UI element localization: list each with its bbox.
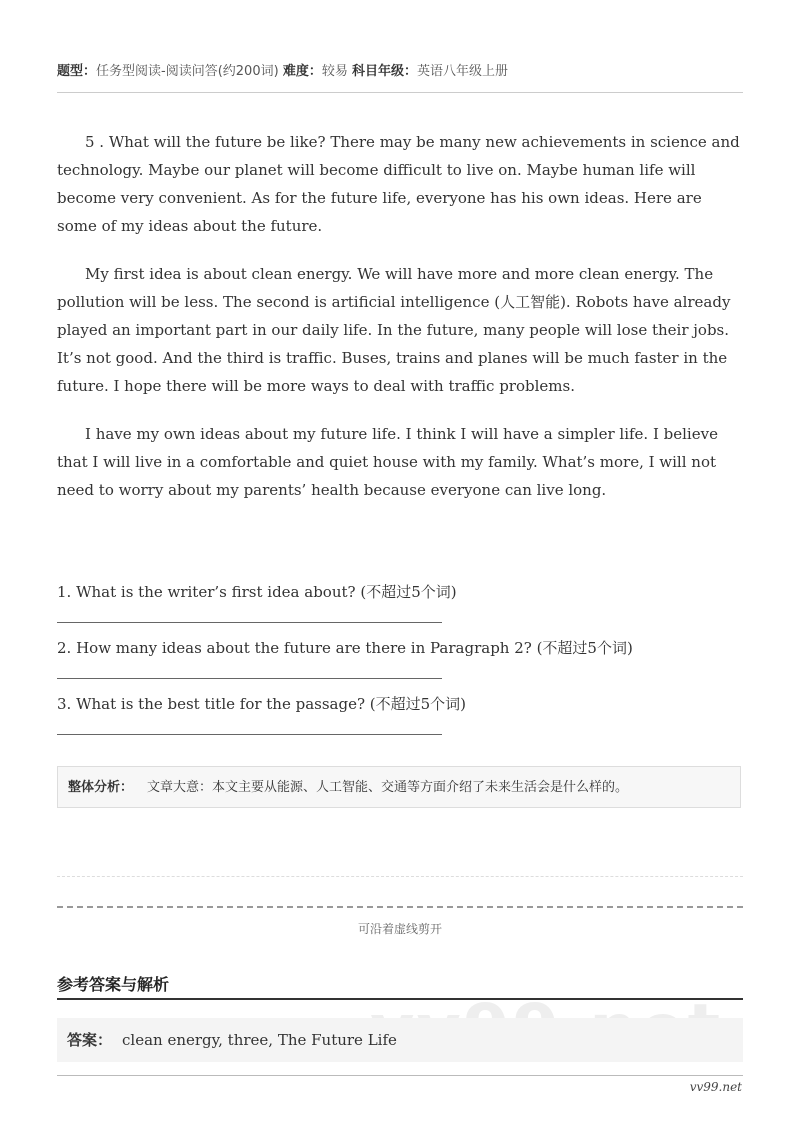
- paragraph-2: My first idea is about clean energy. We will have more and more clean energy. The pollution will be less. The second is artificial intelligence (人工智能). Robots have already played an important part in our daily life. In the future, many people will lose their jobs. It’s not good. And the third is traffic. Buses, trains and planes will be much faster in the future. I hope there will be more ways to deal with traffic problems.: [57, 265, 731, 395]
- page-header: [57, 62, 743, 82]
- reference-title: 参考答案与解析: [57, 975, 170, 994]
- light-dashed-divider: [57, 876, 743, 877]
- footer-site: vv99.net: [689, 1080, 742, 1094]
- difficulty-label: 难度：: [282, 64, 322, 79]
- answer-text: clean energy, three, The Future Life: [122, 1031, 397, 1049]
- answer-blank[interactable]: [57, 678, 442, 679]
- cut-line: [57, 906, 743, 908]
- analysis-label: 整体分析：: [68, 780, 134, 795]
- paragraph-3: I have my own ideas about my future life. I think I will have a simpler life. I believe that I will live in a comfortable and quiet house with my family. What’s more, I will not need to worry about my parents’ health because everyone can live long.: [57, 425, 718, 499]
- difficulty-value: 较易: [321, 64, 348, 79]
- header-divider: [57, 92, 743, 93]
- grade-label: 科目年级：: [351, 64, 417, 79]
- question-list: [57, 578, 743, 746]
- reference-divider: [57, 998, 743, 1000]
- answer-label: 答案：: [67, 1031, 113, 1049]
- question-item: [57, 634, 743, 690]
- paragraph-1: 5 . What will the future be like? There may be many new achievements in science and technology. Maybe our planet will become difficult to live on. Maybe human life will become very convenient. As for the future life, everyone has his own ideas. Here are some of my ideas about the future.: [57, 133, 740, 235]
- grade-value: 英语八年级上册: [417, 64, 509, 79]
- answer-box: [57, 1018, 743, 1062]
- answer-blank[interactable]: [57, 622, 442, 623]
- question-text: 1. What is the writer’s first idea about? (不超过5个词): [57, 583, 457, 601]
- question-text: 3. What is the best title for the passage? (不超过5个词): [57, 695, 467, 713]
- reading-passage: [57, 128, 743, 524]
- type-value: 任务型阅读-阅读问答(约200词): [96, 64, 279, 79]
- analysis-text: 文章大意：本文主要从能源、人工智能、交通等方面介绍了未来生活会是什么样的。: [147, 780, 629, 795]
- footer-divider: [57, 1075, 743, 1076]
- type-label: 题型：: [57, 64, 97, 79]
- question-text: 2. How many ideas about the future are there in Paragraph 2? (不超过5个词): [57, 639, 633, 657]
- cut-instruction: 可沿着虚线剪开: [357, 922, 442, 936]
- answer-blank[interactable]: [57, 734, 442, 735]
- analysis-box: [57, 766, 741, 808]
- question-item: [57, 690, 743, 746]
- question-item: [57, 578, 743, 634]
